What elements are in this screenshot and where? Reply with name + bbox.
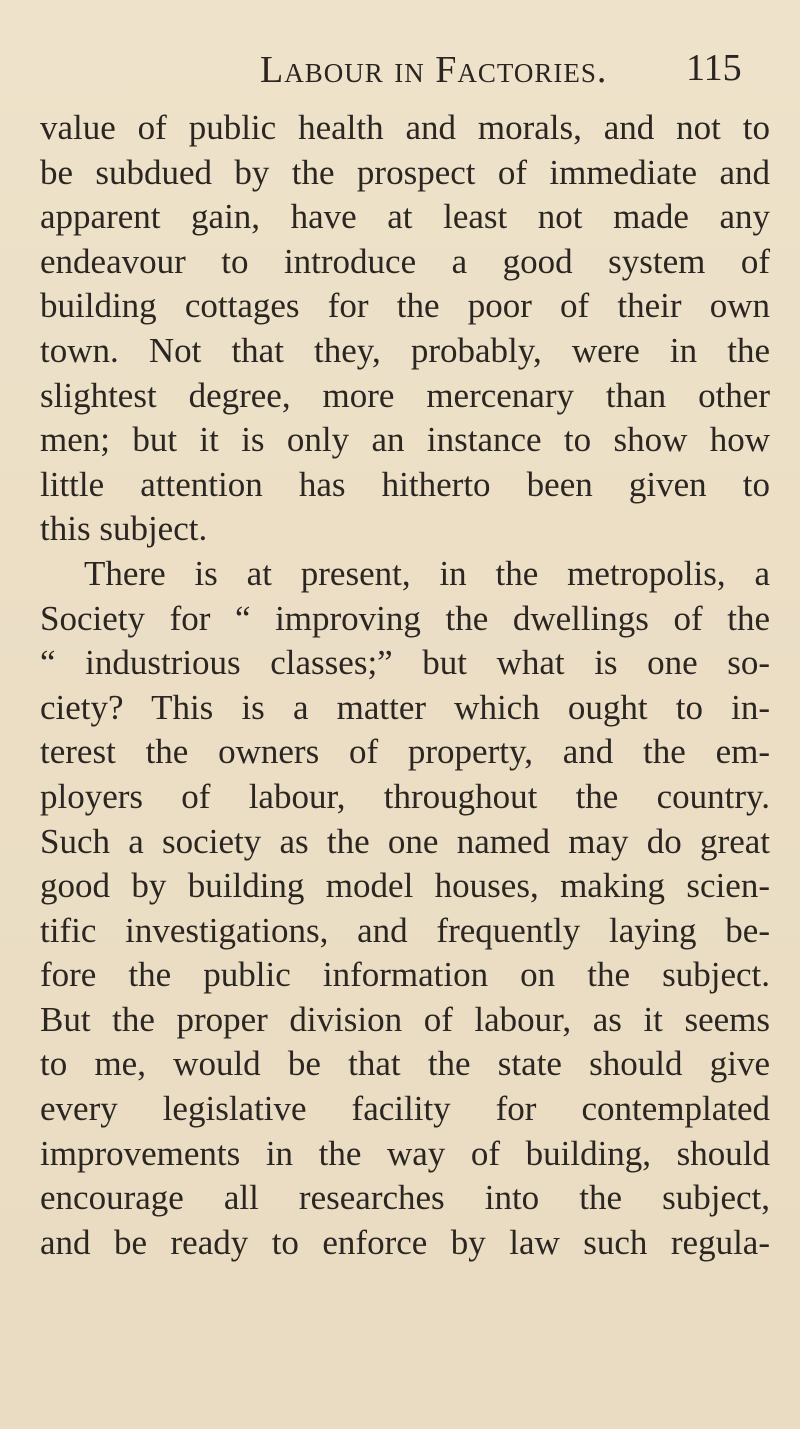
text-line: fore the public information on the subject. bbox=[40, 955, 770, 995]
text-line: to me, would be that the state should give bbox=[40, 1044, 770, 1084]
text-line: little attention has hitherto been given to bbox=[40, 464, 770, 504]
text-line: There is at present, in the metropolis, a bbox=[84, 553, 770, 593]
text-line: be subdued by the prospect of immediate and bbox=[40, 152, 770, 192]
page-number: 115 bbox=[686, 47, 742, 89]
text-line: “ industrious classes;” but what is one so- bbox=[40, 643, 770, 683]
text-line: town. Not that they, probably, were in the bbox=[40, 330, 770, 370]
text-line: But the proper division of labour, as it seems bbox=[40, 999, 770, 1039]
text-line: apparent gain, have at least not made any bbox=[40, 197, 770, 237]
text-line: terest the owners of property, and the em- bbox=[40, 732, 770, 772]
text-line: every legislative facility for contemplated bbox=[40, 1089, 770, 1129]
text-line: good by building model houses, making scien- bbox=[40, 866, 770, 906]
running-title: Labour in Factories. bbox=[260, 49, 608, 91]
text-line: tific investigations, and frequently laying be- bbox=[40, 910, 770, 950]
body-text bbox=[40, 106, 770, 1265]
text-line: improvements in the way of building, should bbox=[40, 1133, 770, 1173]
text-line: Such a society as the one named may do great bbox=[40, 821, 770, 861]
text-line: and be ready to enforce by law such regula- bbox=[40, 1222, 770, 1262]
text-line: ployers of labour, throughout the country. bbox=[40, 776, 770, 816]
text-line: endeavour to introduce a good system of bbox=[40, 241, 770, 281]
text-line: ciety? This is a matter which ought to in- bbox=[40, 687, 770, 727]
page-header bbox=[0, 40, 800, 100]
text-line: this subject. bbox=[40, 509, 208, 549]
text-line: value of public health and morals, and not to bbox=[40, 108, 770, 147]
text-line: Society for “ improving the dwellings of the bbox=[40, 598, 770, 638]
text-line: encourage all researches into the subject, bbox=[40, 1178, 770, 1218]
text-line: building cottages for the poor of their own bbox=[40, 286, 770, 326]
text-line: men; but it is only an instance to show how bbox=[40, 420, 770, 460]
text-line: slightest degree, more mercenary than other bbox=[40, 375, 770, 415]
